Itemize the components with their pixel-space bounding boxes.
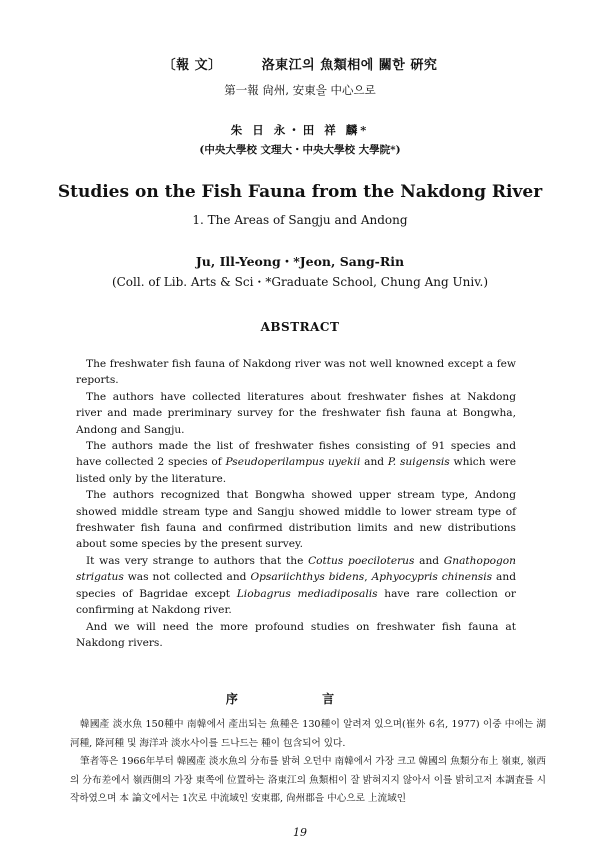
abstract-paragraph: The authors recognized that Bongwha showed upper stream type, Andong showed middle stream type and Sangju showed middle to lower stream type of freshwater fish fauna and confirmed distribution limits and new distributions about some species by the present survey. — [76, 489, 516, 551]
abstract-heading: ABSTRACT — [260, 320, 340, 334]
english-authors: Ju, Ill-Yeong・*Jeon, Sang-Rin — [195, 254, 405, 269]
korean-affiliation: (中央大學校 文理大・中央大學校 大學院*) — [199, 144, 401, 156]
text-run: which were listed only by the literature. — [76, 456, 517, 485]
article-type-tag: 〔報 文〕 — [162, 58, 222, 73]
text-run: have rare collection or confirming at Nakdong river. — [76, 587, 517, 617]
preface-paragraph: 韓國產 淡水魚 150種中 南韓에서 產出되는 魚種은 130種이 알려져 있으며(崔外 6名, 1977) 이중 中에는 湖河種, 降河種 및 海洋과 淡水사이를 드나드는 種이 包含되어 있다. — [70, 719, 546, 749]
species-name: Cottus poeciloterus — [308, 554, 415, 567]
species-name: Aphyocypris chinensis — [371, 571, 493, 584]
preface-paragraph: 筆者等은 1966年부터 韓國產 淡水魚의 分布를 밝혀 오던中 南韓에서 가장 크고 韓國의 魚類分布上 嶺東, 嶺西의 分布差에서 嶺西側의 가장 東쪽에 位置하는 洛東江의 魚類相이 잘 밝혀지지 않아서 이를 밝히고저 本調査를 시작하였으며 本 論文에서는 1次로 中流域인 安東郡, 尙州郡을 中心으로 上流域인 — [70, 756, 546, 804]
korean-title: 洛東江의 魚類相에 關한 硏究 — [261, 58, 438, 73]
species-name: Liobagrus mediadiposalis — [236, 587, 378, 600]
text-run: and species of Bagridae except — [76, 571, 516, 600]
abstract-paragraph: And we will need the more profound studies on freshwater fish fauna at Nakdong rivers. — [76, 620, 516, 649]
korean-authors: 朱 日 永・田 祥 麟* — [230, 123, 370, 137]
preface-body — [70, 716, 546, 809]
english-affiliation: (Coll. of Lib. Arts & Sci・*Graduate School, Chung Ang Univ.) — [111, 275, 489, 289]
english-subtitle: 1. The Areas of Sangju and Andong — [192, 213, 408, 227]
abstract-paragraph: The freshwater fish fauna of Nakdong river was not well knowned except a few reports. — [76, 358, 516, 387]
text-run: was not collected and — [123, 571, 251, 584]
text-run: The authors made the list of freshwater fishes consisting of 91 species and have collected 2 species of — [76, 440, 516, 469]
english-title: Studies on the Fish Fauna from the Nakdong River — [57, 182, 543, 202]
abstract-paragraph — [76, 553, 516, 619]
abstract-body — [76, 356, 516, 651]
text-run: and — [414, 554, 444, 567]
abstract-paragraph: The authors have collected literatures about freshwater fishes at Nakdong river and made preriminary survey for the freshwater fish fauna at Bongwha, Andong and Sangju. — [76, 390, 516, 436]
preface-heading: 序 言 — [225, 692, 375, 706]
text-run: and — [360, 456, 388, 469]
korean-title-line — [0, 54, 600, 73]
text-run: It was very strange to authors that the — [86, 554, 309, 567]
abstract-paragraph — [76, 438, 516, 487]
species-name: Opsariichthys bidens — [250, 571, 365, 584]
korean-subtitle: 第一報 尙州, 安東을 中心으로 — [224, 83, 376, 97]
species-name: P. suigensis — [387, 456, 450, 469]
species-name: Gnathopogon strigatus — [76, 554, 516, 584]
text-run: , — [364, 571, 372, 584]
page-number: 19 — [293, 826, 307, 839]
species-name: Pseudoperilampus uyekii — [225, 456, 361, 469]
